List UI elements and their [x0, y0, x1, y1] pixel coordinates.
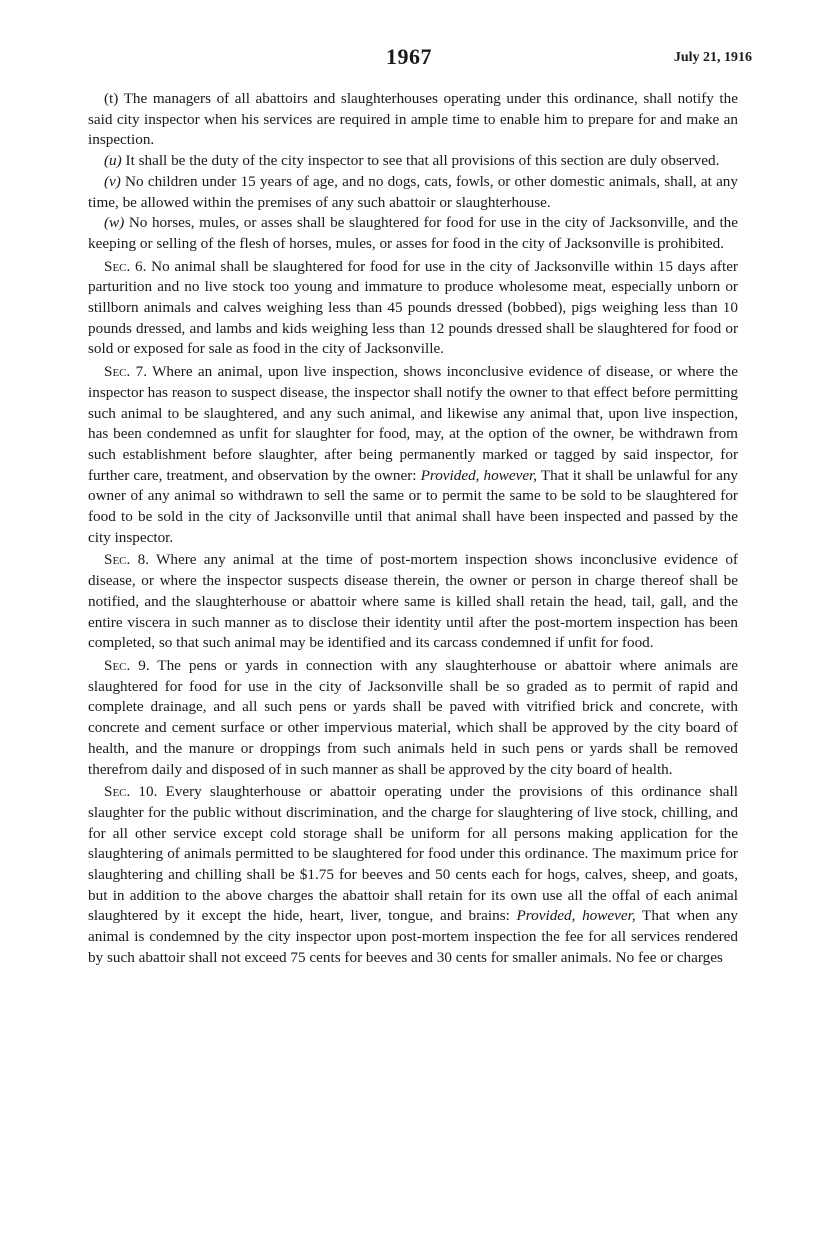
body-text — [88, 89, 738, 969]
section-7 — [88, 362, 738, 548]
section-9 — [88, 656, 738, 780]
proviso-italic: Provided, however, — [420, 466, 538, 484]
section-text-after: That it shall be unlawful for any owner of any animal so withdrawn to sell the same or to permit the same to be sold to be slaughtered for food to be sold in the city of Jacksonville until that animal shall have been inspected and passed by the city inspector. — [88, 466, 739, 546]
section-text-after: That when any animal is condemned by the city inspector upon post-mortem inspection the fee for all services rendered by such abattoir shall not exceed 75 cents for beeves and 30 cents for smaller animals. No fee or charges — [88, 907, 739, 966]
section-text: Where any animal at the time of post-mortem inspection shows inconclusive evidence of disease, or where the inspector suspects disease therein, the owner or person in charge thereof shall be notified, and the slaughterhouse or abattoir where same is killed shall retain the head, tail, gall, and the entire viscera in such manner as to disclose their identity until after the post-mortem inspection has been completed, so that such animal may be identified and its carcass condemned if unfit for food. — [88, 551, 738, 652]
section-marker: Sec. 10. — [104, 783, 158, 801]
proviso-italic: Provided, however, — [516, 907, 636, 925]
section-text: Where an animal, upon live inspection, shows inconclusive evidence of disease, or where the inspector has reason to suspect disease, the inspector shall notify the owner to that effect before permitting such animal to be slaughtered, and any such animal, and likewise any animal that, upon live inspection, has been condemned as unfit for slaughter for food, may, at the option of the owner, be withdrawn from such establishment before slaughter, after being permanently marked or tagged by said inspector, for further care, treatment, and observation by the owner: — [88, 363, 738, 484]
paragraph-text: The managers of all abattoirs and slaughterhouses operating under this ordinance, shall notify the said city inspector when his services are required in ample time to enable him to prepare for and make an inspection. — [88, 90, 738, 149]
section-marker: Sec. 8. — [104, 551, 149, 569]
paragraph-marker: (u) — [104, 152, 122, 170]
section-10 — [88, 782, 738, 968]
page-date: July 21, 1916 — [673, 50, 752, 65]
section-text: No animal shall be slaughtered for food for use in the city of Jacksonville within 15 days after parturition and no live stock too young and immature to produce wholesome meat, especially unborn or stillborn animals and calves weighing less than 45 pounds dressed (bobbed), pigs weighing less than 10 pounds dressed, and lambs and kids weighing less than 12 pounds dressed shall be slaughtered for food or sold or exposed for sale as food in the city of Jacksonville. — [88, 257, 738, 358]
section-marker: Sec. 7. — [104, 363, 148, 381]
paragraph-t — [88, 89, 738, 151]
paragraph-w — [88, 213, 738, 254]
paragraph-text: No horses, mules, or asses shall be slaughtered for food for use in the city of Jacksonville, and the keeping or selling of the flesh of horses, mules, or asses for food in the city of Jacksonville is prohibited. — [88, 214, 738, 252]
paragraph-marker: (v) — [104, 172, 121, 190]
paragraph-v — [88, 172, 738, 213]
paragraph-text: It shall be the duty of the city inspector to see that all provisions of this section are duly observed. — [121, 152, 720, 170]
section-marker: Sec. 9. — [104, 656, 150, 674]
section-6 — [88, 257, 738, 361]
paragraph-u — [88, 151, 738, 172]
section-marker: Sec. 6. — [104, 257, 147, 275]
page-number: 1967 — [386, 44, 432, 69]
paragraph-marker: (t) — [104, 90, 119, 107]
section-text: The pens or yards in connection with any slaughterhouse or abattoir where animals are slaughtered for food for use in the city of Jacksonville shall be so graded as to permit of rapid and complete drainage, and all such pens or yards shall be paved with vitrified brick and concrete, with concrete and cement surface or other impervious material, which shall be approved by the city board of health, and the manure or droppings from such animals held in such pens or yards shall be removed therefrom daily and disposed of in such manner as shall be approved by the city board of health. — [88, 656, 738, 778]
paragraph-marker: (w) — [104, 214, 125, 232]
section-text: Every slaughterhouse or abattoir operating under the provisions of this ordinance shall slaughter for the public without discrimination, and the charge for slaughtering of live stock, chilling, and for all other service except cold storage shall be uniform for all persons making application for the slaughtering of animals permitted to be slaughtered for food under this ordinance. The maximum price for slaughtering and chilling shall be $1.75 for beeves and 50 cents each for hogs, calves, sheep, and goats, but in addition to the above charges the abattoir shall retain for its own use all the offal of each animal slaughtered by it except the hide, heart, liver, tongue, and brains: — [88, 783, 738, 925]
section-8 — [88, 550, 738, 654]
paragraph-text: No children under 15 years of age, and no dogs, cats, fowls, or other domestic animals, shall, at any time, be allowed within the premises of any such abattoir or slaughterhouse. — [88, 172, 738, 211]
